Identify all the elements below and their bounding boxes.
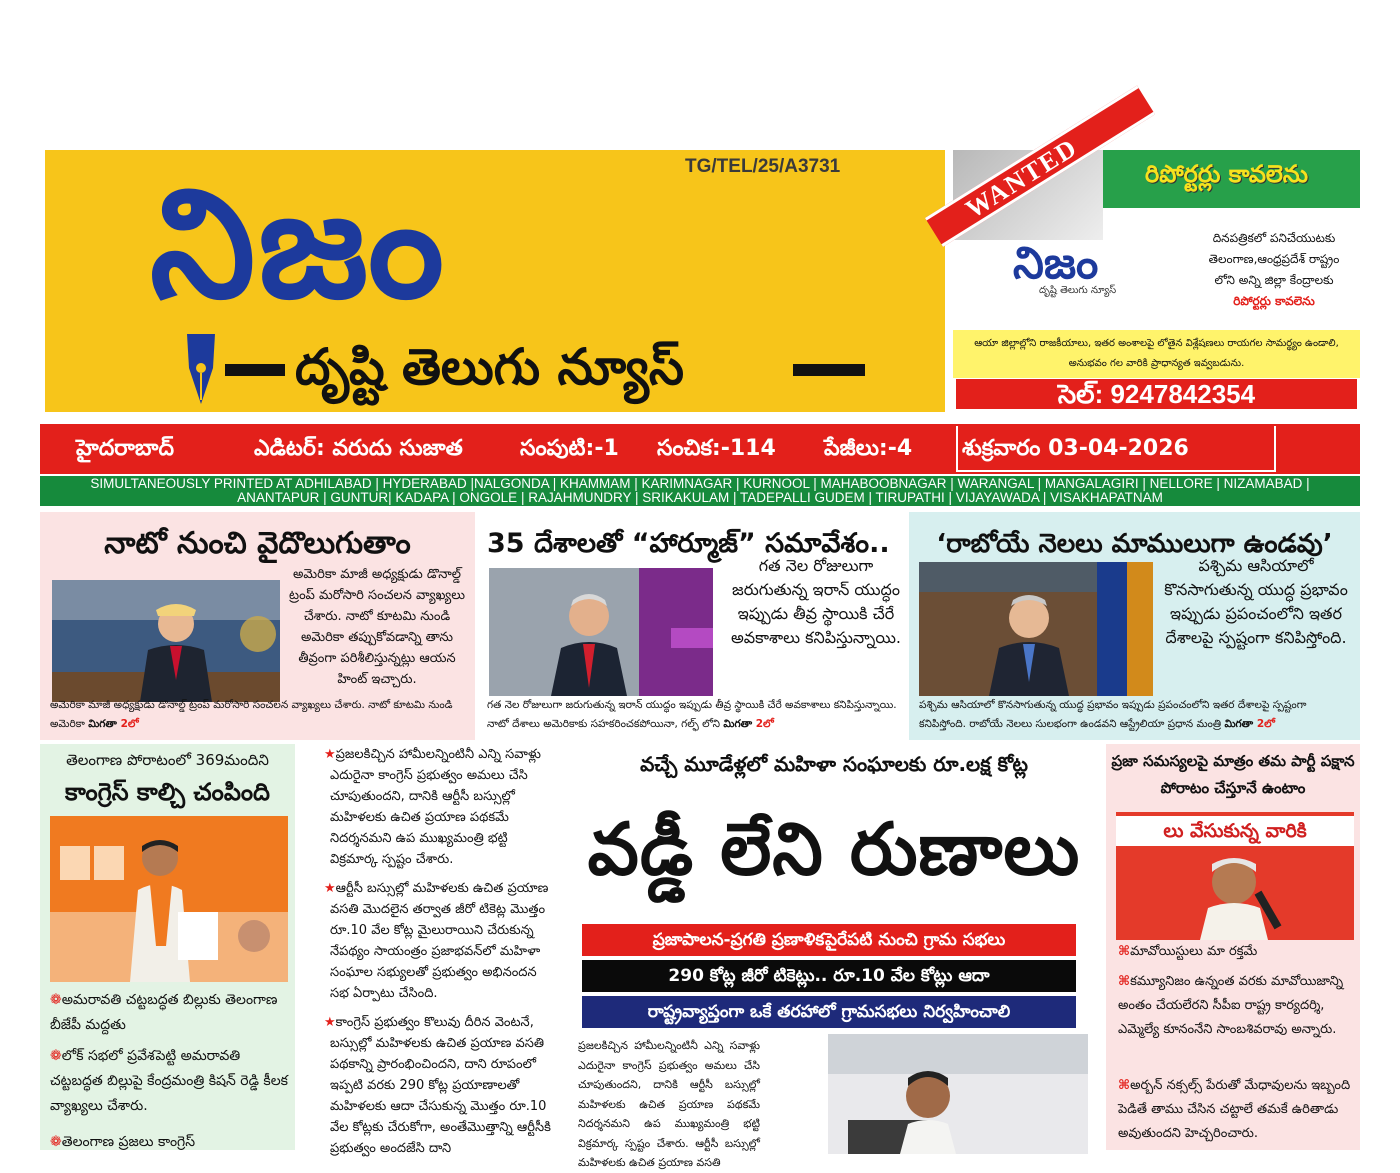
editions-line: ANANTAPUR | GUNTUR| KADAPA | ONGOLE | RAJAHMUNDRY | SRIKAKULAM | TADEPALLI GUDEM | TIRUPATHI | VIJAYAWADA | VISAKHAPATNAM (237, 490, 1163, 505)
body-paragraph: ★ప్రజలకిచ్చిన హామీలన్నింటినీ ఎన్ని సవాళ్లు ఎదురైనా కాంగ్రెస్ ప్రభుత్వం అమలు చేసి చూపుతుందని, దానికి ఆర్టీసీ బస్సుల్లో మహిళలకు ఉచిత ప్రయాణ పథకమే నిదర్శనమని ఉప ముఖ్యమంత్రి భట్టి విక్రమార్క స్పష్టం చేశారు. (324, 747, 541, 867)
body-paragraph: ⌘కమ్యూనిజం ఉన్నంత వరకు మావోయిజాన్ని అంతం చేయలేరని సీపీఐ రాష్ట్ర కార్యదర్శి, ఎమ్మెల్యే కూనంనేని సాంబశివరావు అన్నారు. (1118, 974, 1344, 1037)
flower-icon: ❁ (50, 1134, 62, 1150)
star-icon: ★ (324, 881, 336, 896)
story-headline[interactable]: ప్రజా సమస్యలపై మాత్రం తమ పార్టీ పక్షాన పోరాటం చేస్తూనే ఉంటాం (1111, 752, 1355, 797)
story-headline[interactable]: కాంగ్రెస్ కాల్చి చంపింది (65, 778, 270, 806)
star-icon: ★ (324, 1015, 336, 1030)
city-label: హైదరాబాద్ (76, 436, 174, 461)
story-headline[interactable]: 35 దేశాలతో “హార్మూజ్” సమావేశం.. (487, 528, 890, 559)
command-icon: ⌘ (1118, 974, 1131, 989)
story-hormuz[interactable] (477, 512, 907, 740)
newspaper-logo: నిజం (150, 158, 448, 332)
editions-line: SIMULTANEOUSLY PRINTED AT ADHILABAD | HYDERABAD |NALGONDA | KHAMMAM | KARIMNAGAR | KURNOOL | MAHABOOBNAGAR | WARANGAL | MANGALAGIRI | NELLORE | NIZAMABAD | (90, 476, 1310, 491)
continued-link[interactable] (1224, 718, 1275, 730)
story-lead (50, 696, 470, 734)
story-lead (487, 696, 907, 734)
editor-label: ఎడిటర్: వరుదు సుజాత (254, 436, 463, 461)
pages-label: పేజీలు:-4 (824, 436, 913, 461)
starmer-photo (489, 568, 713, 696)
koonamneni-photo (1116, 812, 1354, 940)
command-icon: ⌘ (1118, 1078, 1131, 1093)
body-paragraph: ⌘మావోయిస్టులు మా రక్తమే (1118, 944, 1258, 959)
issue-info-bar (40, 424, 1360, 474)
continued-label: మిగతా (1224, 718, 1254, 730)
continued-page: 2లో (755, 718, 774, 730)
story-kicker: తెలంగాణ పోరాటంలో 369మందిని (66, 751, 269, 769)
kishan-reddy-photo (50, 816, 288, 982)
story-telangana-congress[interactable] (40, 744, 295, 1150)
story-lead (919, 696, 1349, 734)
subhead-bar: ప్రజాపాలన-ప్రగతి ప్రణాళికపైరేపటి నుంచి గ్రామ సభలు (582, 924, 1076, 956)
continued-page: 2లో (1256, 718, 1275, 730)
subhead-bar: 290 కోట్ల జీరో టికెట్లు.. రూ.10 వేల కోట్లు ఆదా (582, 960, 1076, 992)
ad-phone[interactable]: సెల్: 9247842354 (956, 379, 1357, 409)
star-icon: ★ (324, 747, 336, 762)
story-lead-text: అమెరికా మాజీ అధ్యక్షుడు డొనాల్డ్ ట్రంప్ మరోసారి సంచలన వ్యాఖ్యలు చేశారు. నాటో కూటమి నుండి అమెరికా (50, 699, 453, 730)
bullet-item: ❁తెలంగాణ ప్రజలు కాంగ్రెస్ (50, 1134, 196, 1150)
story-body-column (312, 744, 552, 1156)
story-lead-text: గత నెల రోజులుగా జరుగుతున్న ఇరాన్ యుద్ధం ఇప్పుడు తీవ్ర స్థాయికి చేరే అవకాశాలు కనిపిస్తున్నాయి. నాటో దేశాలు అమెరికాకు సహకరించకపోయినా, గల్ఫ్ లోని (487, 699, 897, 730)
continued-link[interactable] (88, 718, 139, 730)
story-cpi[interactable] (1106, 744, 1360, 1150)
ad-note: ఆయా జిల్లాల్లోని రాజకీయాలు, ఇతర అంశాలపై లోతైన విశ్లేషణలు రాయగల సామర్థ్యం ఉండాలి, అనుభవం గల వారికి ప్రాధాన్యత ఇవ్వబడును. (953, 330, 1360, 378)
continued-link[interactable] (723, 718, 774, 730)
body-paragraph: ★ఆర్టీసీ బస్సుల్లో మహిళలకు ఉచిత ప్రయాణ వసతి మొదలైన తర్వాత జీరో టికెట్ల మొత్తం రూ.10 వేల కోట్ల మైలురాయిని చేరుకున్న నేపథ్యం సాయంత్రం ప్రజాభవన్‌లో మహిళా సంఘాల సభ్యులతో ప్రభుత్వం అభినందన సభ ఏర్పాటు చేసింది. (324, 881, 549, 1001)
flower-icon: ❁ (50, 992, 62, 1008)
date-label: శుక్రవారం 03-04-2026 (962, 436, 1189, 461)
ad-line: దినపత్రికలో పనిచేయుటకు (1212, 231, 1336, 245)
albanese-photo (919, 562, 1153, 696)
volume-label: సంపుటి:-1 (520, 436, 619, 461)
issue-label: సంచిక:-114 (657, 436, 776, 461)
ad-title: రిపోర్టర్లు కావలెను (1145, 160, 1309, 188)
tagline-dash-right (793, 364, 865, 376)
lead-headline[interactable]: వడ్డీ లేని రుణాలు (587, 807, 1081, 891)
story-headline[interactable]: ‘రాబోయే నెలలు మాములుగా ఉండవు’ (936, 529, 1333, 559)
ad-description (1189, 228, 1359, 312)
ad-line: లోని అన్ని జిల్లా కేంద్రాలకు (1214, 273, 1334, 287)
bullet-item: ❁అమరావతి చట్టబద్ధత బిల్లుకు తెలంగాణ బీజేపీ మద్దతు (50, 992, 278, 1033)
lead-story[interactable] (570, 744, 1098, 1169)
story-nato[interactable] (40, 512, 475, 740)
lead-kicker: వచ్చే మూడేళ్లలో మహిళా సంఘాలకు రూ.లక్ష కోట్ల (640, 752, 1028, 776)
body-paragraph: ★కాంగ్రెస్ ప్రభుత్వం కొలువు దీరిన వెంటనే, బస్సుల్లో మహిళలకు ఉచిత ప్రయాణ వసతి పథకాన్ని ప్రారంభించిందని, దాని రూపంలో ఇప్పటి వరకు 290 కోట్ల ప్రయాణాలతో మహిళలకు ఆదా చేసుకున్న మొత్తం రూ.10 వేల కోట్లకు చేరుకోగా, అంతేమొత్తాన్ని ఆర్టీసీకి ప్రభుత్వం అందజేసి దాని (324, 1015, 551, 1156)
photo-banner: లు వేసుకున్న వారికి (1116, 816, 1354, 846)
reporters-wanted-ad[interactable] (953, 132, 1360, 412)
subhead-bar: రాష్ట్రవ్యాప్తంగా ఒకే తరహాలో గ్రామసభలు నిర్వహించాలి (582, 996, 1076, 1028)
story-headline[interactable]: నాటో నుంచి వైదొలుగుతాం (104, 526, 411, 561)
registration-number: TG/TEL/25/A3731 (685, 156, 841, 177)
ad-logo-tagline: దృష్టి తెలుగు న్యూస్ (1039, 285, 1117, 296)
ad-logo: నిజం (1013, 238, 1099, 289)
story-summary: పశ్చిమ ఆసియాలో కొనసాగుతున్న యుద్ధ ప్రభావం ఇప్పుడు ప్రపంచంలోని ఇతర దేశాలపై స్పష్టంగా కనిపిస్తోంది. (1164, 556, 1348, 647)
story-coming-months[interactable] (909, 512, 1360, 740)
ad-line-highlight: రిపోర్టర్లు కావలెను (1233, 294, 1315, 308)
flower-icon: ❁ (50, 1048, 62, 1064)
story-summary: అమెరికా మాజీ అధ్యక్షుడు డొనాల్డ్ ట్రంప్ మరోసారి సంచలన వ్యాఖ్యలు చేశారు. నాటో కూటమి నుండి అమెరికా తప్పుకోవడాన్ని తాను తీవ్రంగా పరిశీలిస్తున్నట్లు ఆయన హింట్ ఇచ్చారు. (289, 567, 465, 687)
wanted-label: WANTED (960, 132, 1083, 224)
story-lead-text: పశ్చిమ ఆసియాలో కొనసాగుతున్న యుద్ధ ప్రభావం ఇప్పుడు ప్రపంచంలోని ఇతర దేశాలపై స్పష్టంగా కనిపిస్తోంది. రాబోయే నెలలు సులభంగా ఉండవని ఆస్ట్రేలియా ప్రధాన మంత్రి (919, 699, 1307, 730)
continued-label: మిగతా (723, 718, 753, 730)
lead-body: ప్రజలకిచ్చిన హామీలన్నింటినీ ఎన్ని సవాళ్లు ఎదురైనా కాంగ్రెస్ ప్రభుత్వం అమలు చేసి చూపుతుందని, దానికి ఆర్టీసీ బస్సుల్లో మహిళలకు ఉచిత ప్రయాణ పథకమే నిదర్శనమని ఉప ముఖ్యమంత్రి భట్టి విక్రమార్క స్పష్టం చేశారు. ఆర్టీసీ బస్సుల్లో మహిళలకు ఉచిత ప్రయాణ వసతి (578, 1039, 760, 1169)
newspaper-tagline: దృష్టి తెలుగు న్యూస్ (295, 338, 685, 396)
masthead (45, 150, 945, 412)
speaker-figure (1116, 812, 1354, 940)
bhatti-vikramarka-photo (828, 1034, 1088, 1154)
trump-photo (52, 580, 280, 702)
tagline-dash-left (225, 364, 285, 376)
bullet-item: ❁లోక్ సభలో ప్రవేశపెట్టి అమరావతి చట్టబద్ధత బిల్లుపై కేంద్రమంత్రి కిషన్ రెడ్డి కీలక వ్యాఖ్యలు చేశారు. (50, 1048, 288, 1114)
command-icon: ⌘ (1118, 944, 1131, 959)
ad-line: తెలంగాణ,ఆంధ్రప్రదేశ్ రాష్ట్రం (1208, 252, 1340, 266)
editions-strip (40, 476, 1360, 506)
continued-page: 2లో (120, 718, 139, 730)
story-summary: గత నెల రోజులుగా జరుగుతున్న ఇరాన్ యుద్ధం ఇప్పుడు తీవ్ర స్థాయికి చేరే అవకాశాలు కనిపిస్తున్నాయి. (731, 556, 901, 647)
continued-label: మిగతా (88, 718, 117, 730)
pen-nib-icon (183, 334, 219, 404)
body-paragraph: ⌘అర్బన్ నక్సల్స్ పేరుతో మేధావులను ఇబ్బంది పెడితే తాము చేసిన చట్టాలే తమకే ఉరితాడు అవుతుందని హెచ్చరించారు. (1118, 1078, 1351, 1141)
